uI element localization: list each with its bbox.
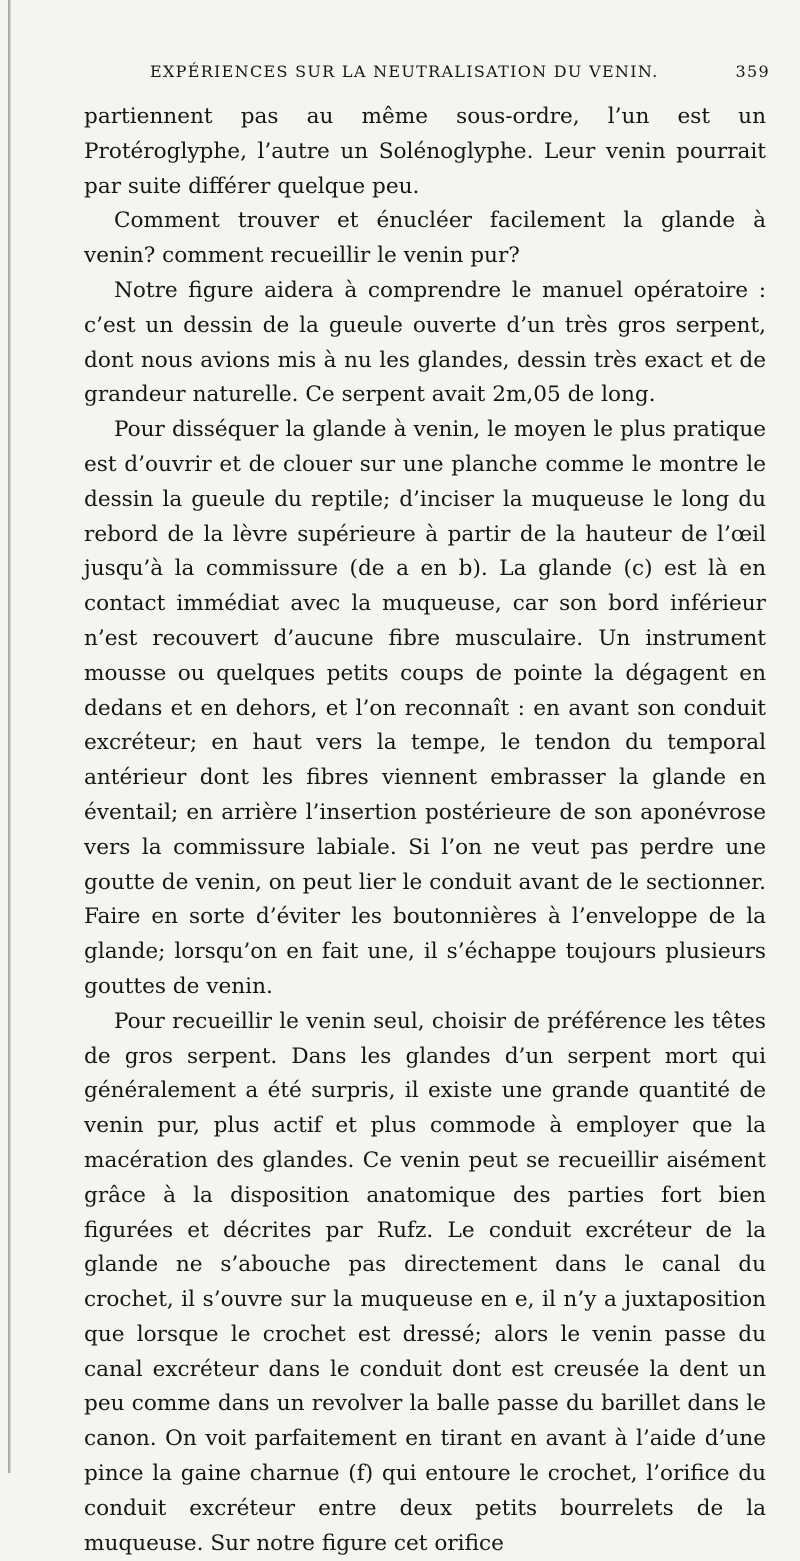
paragraph-1: partiennent pas au même sous-ordre, l’un est un Protéroglyphe, l’autre un Solénoglyphe. Leur venin pourrait par suite différer quelque peu.	[84, 104, 766, 199]
paragraph-5: Pour recueillir le venin seul, choisir de préférence les têtes de gros serpent. Dans les glandes d’un serpent mort qui généralement a été surpris, il existe une grande quantité de venin pur, plus actif et plus commode à employer que la macération des glandes. Ce venin peut se recueillir aisément grâce à la disposition anatomique des parties fort bien figurées et décrites par Rufz. Le conduit excréteur de la glande ne s’abouche pas directement dans le canal du crochet, il s’ouvre sur la muqueuse en e, il n’y a juxtaposition que lorsque le crochet est dressé; alors le venin passe du canal excréteur dans le conduit dont est creusée la dent un peu comme dans un revolver la balle passe du barillet dans le canon. On voit parfaitement en tirant en avant à l’aide d’une pince la gaine charnue (f) qui entoure le crochet, l’orifice du conduit excréteur entre deux petits bourrelets de la muqueuse. Sur notre figure cet orifice	[84, 1008, 766, 1556]
paragraph-3: Notre figure aidera à comprendre le manuel opératoire : c’est un dessin de la gueule ouverte d’un très gros serpent, dont nous avions mis à nu les glandes, dessin très exact et de grandeur naturelle. Ce serpent avait 2m,05 de long.	[84, 277, 766, 408]
running-header	[150, 62, 770, 88]
running-title: EXPÉRIENCES SUR LA NEUTRALISATION DU VENIN.	[150, 62, 659, 81]
body-text	[84, 100, 766, 1561]
page-number: 359	[735, 62, 770, 81]
paragraph-4: Pour disséquer la glande à venin, le moyen le plus pratique est d’ouvrir et de clouer sur une planche comme le montre le dessin la gueule du reptile; d’inciser la muqueuse le long du rebord de la lèvre supérieure à partir de la hauteur de l’œil jusqu’à la commissure (de a en b). La glande (c) est là en contact immédiat avec la muqueuse, car son bord inférieur n’est recouvert d’aucune fibre musculaire. Un instrument mousse ou quelques petits coups de pointe la dégagent en dedans et en dehors, et l’on reconnaît : en avant son conduit excréteur; en haut vers la tempe, le tendon du temporal antérieur dont les fibres viennent embrasser la glande en éventail; en arrière l’insertion postérieure de son aponévrose vers la commissure labiale. Si l’on ne veut pas perdre une goutte de venin, on peut lier le conduit avant de le sectionner. Faire en sorte d’éviter les boutonnières à l’enveloppe de la glande; lorsqu’on en fait une, il s’échappe toujours plusieurs gouttes de venin.	[84, 417, 766, 999]
paragraph-2: Comment trouver et énucléer facilement la glande à venin? comment recueillir le venin pur?	[84, 208, 766, 269]
page-edge-shadow	[8, 0, 11, 1473]
